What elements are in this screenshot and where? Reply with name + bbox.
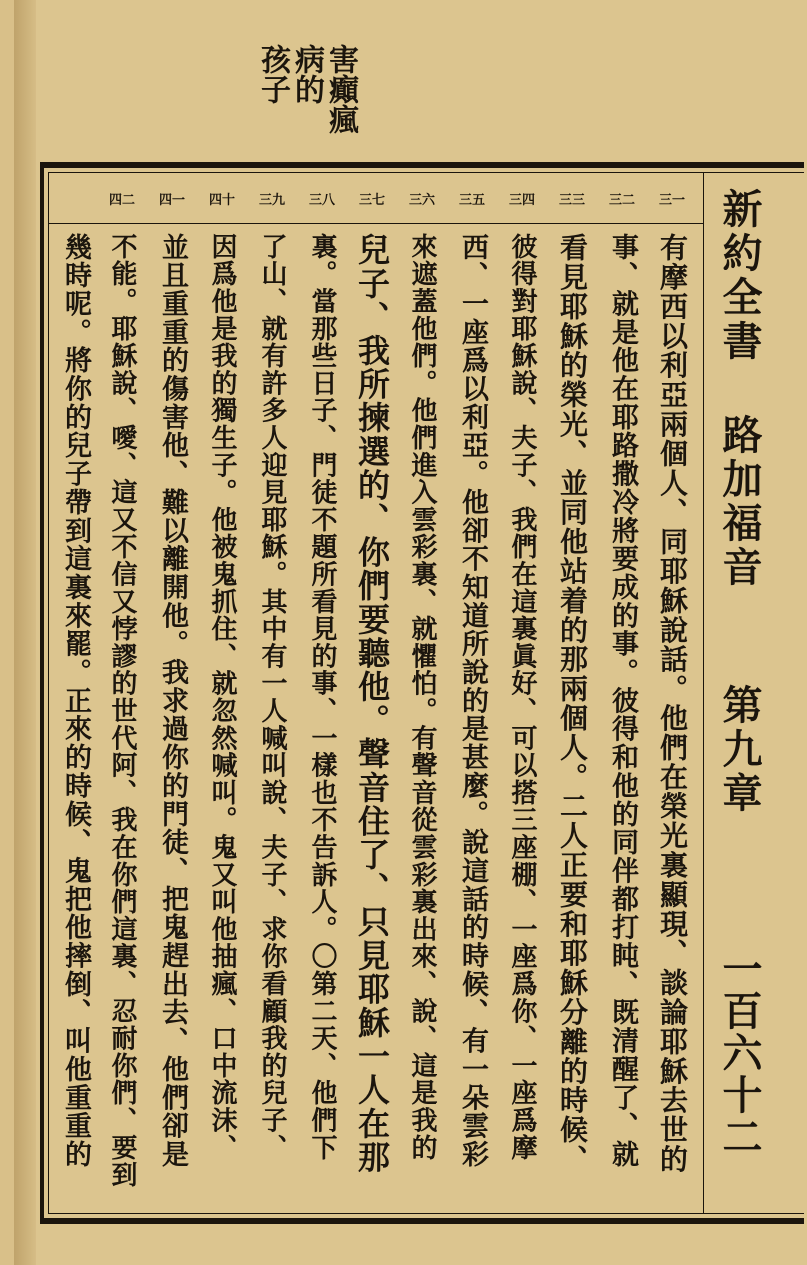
column-text: 彼得對耶穌說、夫子、我們在這裏眞好、可以搭三座棚、一座爲你、一座爲摩 [507,233,537,1162]
verse-number: 四一 [158,193,185,208]
margin-heading [255,44,357,164]
running-head-rule [703,172,704,1214]
column-text: 並且重重的傷害他、難以離開他。我求過你的門徒、把鬼趕出去、他們卻是 [157,233,188,1169]
margin-heading-line-2: 病的 [289,44,324,104]
verse-number: 四二 [108,193,135,208]
verse-number: 三一 [658,193,685,208]
book-title: 新約全書 [716,188,763,364]
column-text: 有摩西以利亞兩個人、同耶穌說話。他們在榮光裏顯現、談論耶穌去世的 [656,233,689,1174]
chapter-title: 第九章 [716,684,763,816]
verse-number [47,183,103,219]
page-number: 一百六十二 [716,948,763,1158]
column-text: 看見耶穌的榮光、並同他站着的那兩個人。二人正要和耶穌分離的時候、 [556,233,589,1174]
gospel-title: 路加福音 [716,414,763,590]
verse-number: 三五 [458,193,485,208]
column-text: 兒子、我所揀選的、你們要聽他。聲音住了、只見耶穌一人在那 [353,233,391,1174]
verse-number-rule [48,223,704,224]
column-text: 幾時呢。將你的兒子帶到這裏來罷。正來的時候、鬼把他摔倒、叫他重重的 [60,233,91,1169]
verse-number: 三八 [308,193,335,208]
verse-number: 四十 [208,193,235,208]
margin-heading-line-1: 害癲瘋 [323,44,358,134]
margin-heading-line-3: 孩子 [255,44,290,104]
verse-number: 三四 [508,193,535,208]
column-text: 了山、就有許多人迎見耶穌。其中有一人喊叫說、夫子、求你看顧我的兒子、 [257,233,287,1162]
page-spine-shadow [14,0,36,1265]
running-head [713,188,773,1188]
verse-number: 三二 [608,193,635,208]
verse-number: 三六 [408,193,435,208]
column-text: 事、就是他在耶路撒冷將要成的事。彼得和他的同伴都打盹、既清醒了、就 [607,233,638,1169]
column-text: 因爲他是我的獨生子。他被鬼抓住、就忽然喊叫。鬼又叫他抽瘋、口中流沫、 [207,233,237,1162]
verse-number: 三九 [258,193,285,208]
verse-number: 三三 [558,193,585,208]
column-text: 西、一座爲以利亞。他卻不知道所說的是甚麼。說這話的時候、有一朵雲彩 [457,233,488,1169]
column-text: 裏。當那些日子、門徒不題所看見的事、一樣也不告訴人。〇第二天、他們下 [307,233,337,1162]
column-text: 不能。耶穌說、噯、這又不信又悖謬的世代阿、我在你們這裏、忍耐你們、要到 [107,233,137,1189]
column-text: 來遮蓋他們。他們進入雲彩裏、就懼怕。有聲音從雲彩裏出來、說、這是我的 [407,233,437,1162]
verse-number: 三七 [358,193,385,208]
